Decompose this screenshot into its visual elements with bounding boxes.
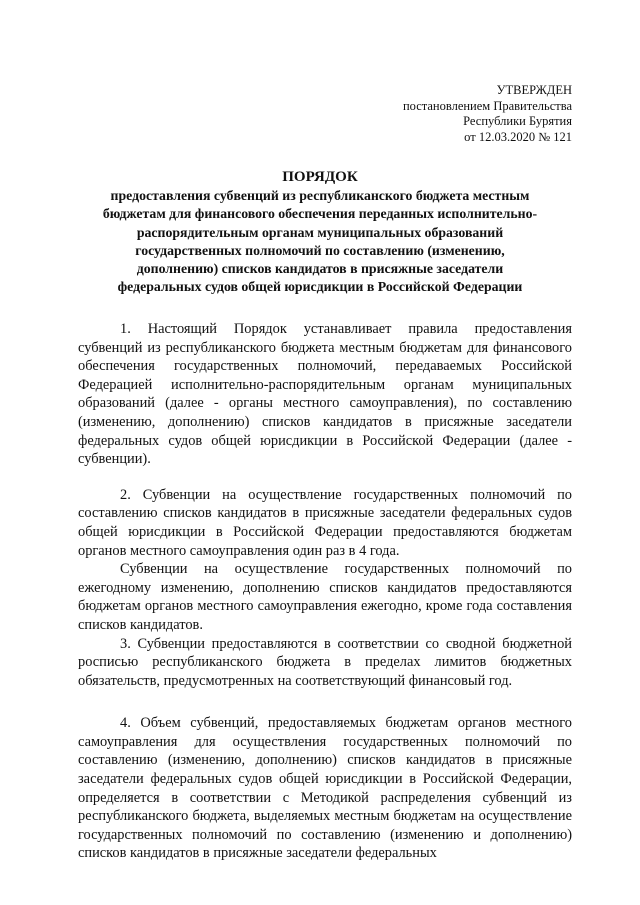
paragraph-4: 4. Объем субвенций, предоставляемых бюджетам органов местного самоуправления для осуществления государственных полномочий по составлению (изменению, дополнению) списков кандидатов в присяжные заседатели федеральных судов общей юрисдикции в Российской Федерации, определяется в соответствии с Методикой распределения субвенций из республиканского бюджета, выделяемых местным бюджетам на осуществление государственных полномочий по составлению (изменению и дополнению) списков кандидатов в присяжные заседатели федеральных bbox=[78, 715, 572, 862]
approval-line-approved: УТВЕРЖДЕН bbox=[496, 83, 572, 97]
document-body bbox=[78, 320, 572, 863]
approval-line-resolution: постановлением Правительства bbox=[402, 98, 572, 113]
paragraph-2: 2. Субвенции на осуществление государственных полномочий по составлению списков кандидатов в присяжные заседатели федеральных судов общей юрисдикции в Российской Федерации предоставляются бюджетам органов местного самоуправления один раз в 4 года. bbox=[78, 486, 572, 559]
approval-line-government: Республики Бурятия bbox=[463, 114, 572, 128]
document-title bbox=[100, 168, 540, 297]
paragraph-3: 3. Субвенции предоставляются в соответствии со сводной бюджетной росписью республиканского бюджета в пределах лимитов бюджетных обязательств, предусмотренных на соответствующий финансовый год. bbox=[78, 635, 572, 689]
approval-stamp bbox=[403, 83, 572, 145]
paragraph-1: 1. Настоящий Порядок устанавливает правила предоставления субвенций из республиканского бюджета местным бюджетам для финансового обеспечения государственных полномочий, передаваемых Российской Федерацией исполнительно-распорядительным органам муниципальных образований (далее - органы местного самоуправления), по составлению (изменению, дополнению) списков кандидатов в присяжные заседатели федеральных судов общей юрисдикции в Российской Федерации (далее - субвенции). bbox=[78, 321, 572, 468]
paragraph-2-continued: Субвенции на осуществление государственных полномочий по ежегодному изменению, дополнению списков кандидатов предоставляются бюджетам органов местного самоуправления ежегодно, кроме года составления списков кандидатов. bbox=[78, 561, 572, 633]
title-heading: ПОРЯДОК bbox=[282, 169, 358, 185]
title-subtitle: предоставления субвенций из республиканского бюджета местным бюджетам для финансового обеспечения переданных исполнительно-распорядительным органам муниципальных образований государственных полномочий по составлению (изменению, дополнению) списков кандидатов в присяжные заседатели федеральных судов общей юрисдикции в Российской Федерации bbox=[102, 188, 538, 295]
approval-line-date-number: от 12.03.2020 № 121 bbox=[464, 129, 572, 144]
